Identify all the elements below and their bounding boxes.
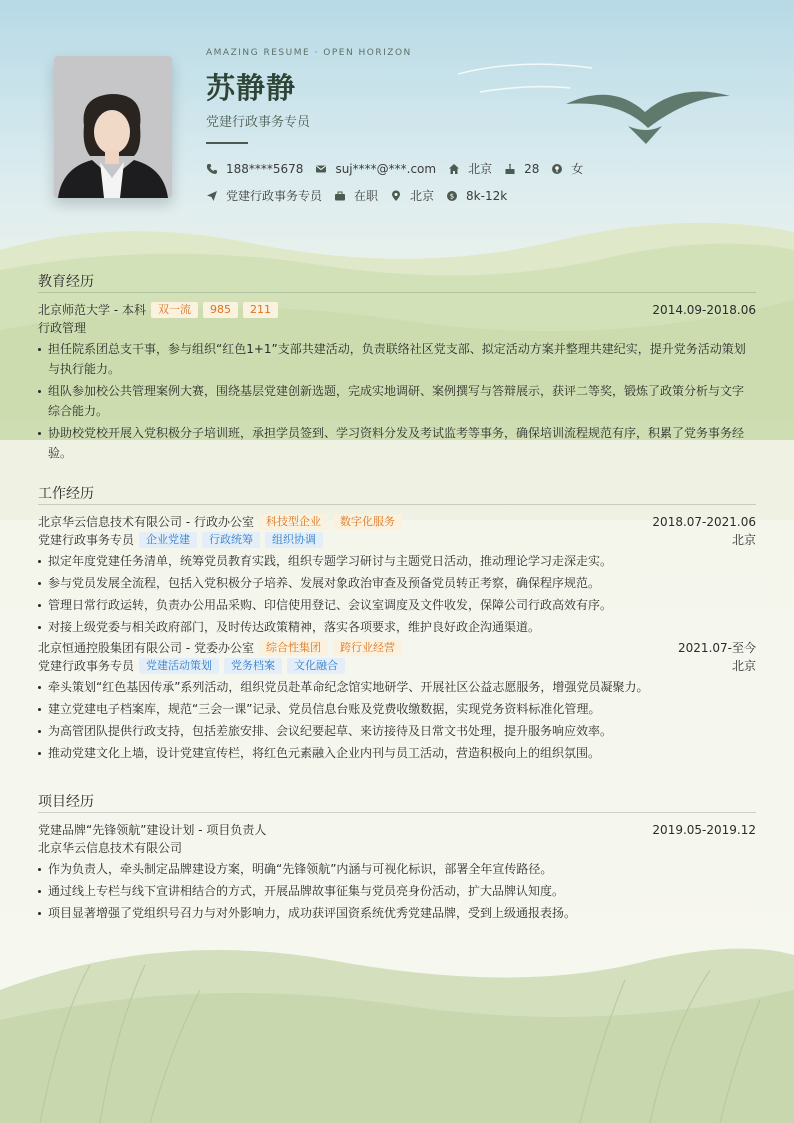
gender-icon bbox=[551, 163, 563, 175]
phone-icon bbox=[206, 163, 218, 175]
intent-city-item bbox=[390, 187, 434, 204]
skill-tag: 组织协调 bbox=[265, 532, 323, 548]
skill-tag: 党务档案 bbox=[224, 658, 282, 674]
project-header-row bbox=[38, 821, 756, 839]
major: 行政管理 bbox=[38, 321, 87, 335]
project-bullets bbox=[38, 859, 756, 923]
job-title: 党建行政事务专员 bbox=[206, 115, 311, 130]
section-divider bbox=[38, 292, 756, 293]
gender-item bbox=[551, 160, 583, 177]
salary-icon bbox=[446, 190, 458, 202]
contact-row bbox=[206, 160, 595, 177]
home-icon bbox=[448, 163, 460, 175]
skill-tag: 文化融合 bbox=[287, 658, 345, 674]
education-section bbox=[38, 272, 756, 463]
list-item: 管理日常行政运转，负责办公用品采购、印信使用登记、会议室调度及文件收发，保障公司行政高效有序。 bbox=[38, 595, 756, 615]
send-icon bbox=[206, 190, 218, 202]
status-item bbox=[334, 187, 378, 204]
project-section bbox=[38, 792, 756, 923]
section-title: 工作经历 bbox=[38, 486, 94, 502]
section-title: 教育经历 bbox=[38, 274, 94, 290]
company-tag: 科技型企业 bbox=[259, 514, 328, 530]
job-position-row bbox=[38, 657, 756, 675]
list-item: 对接上级党委与相关政府部门，及时传达政策精神，落实各项要求，维护良好政企沟通渠道。 bbox=[38, 617, 756, 637]
job-location: 北京 bbox=[731, 533, 756, 547]
project-name: 党建品牌“先锋领航”建设计划 - 项目负责人 bbox=[38, 823, 267, 837]
list-item: 牵头策划“红色基因传承”系列活动，组织党员赴革命纪念馆实地研学、开展社区公益志愿服务，增强党员凝聚力。 bbox=[38, 677, 756, 697]
skill-tag: 党建活动策划 bbox=[139, 658, 219, 674]
profile-photo bbox=[54, 56, 172, 198]
tagline: AMAZING RESUME · OPEN HORIZON bbox=[206, 48, 412, 58]
list-item: 拟定年度党建任务清单，统筹党员教育实践，组织专题学习研讨与主题党日活动，推动理论学习走深走实。 bbox=[38, 551, 756, 571]
job-position-row bbox=[38, 531, 756, 549]
project-org: 北京华云信息技术有限公司 bbox=[38, 841, 183, 855]
gender-text: 女 bbox=[571, 162, 584, 176]
section-divider bbox=[38, 504, 756, 505]
hometown-item bbox=[448, 160, 492, 177]
list-item: 协助校党校开展入党积极分子培训班，承担学员签到、学习资料分发及考试监考等事务，确保培训流程规范有序，积累了党务事务经验。 bbox=[38, 423, 748, 463]
svg-text:$: $ bbox=[449, 192, 455, 200]
section-divider bbox=[38, 812, 756, 813]
school-name: 北京师范大学 - 本科 bbox=[38, 303, 146, 317]
list-item: 组队参加校公共管理案例大赛，围绕基层党建创新选题，完成实地调研、案例撰写与答辩展示，获评二等奖，锻炼了政策分析与文字综合能力。 bbox=[38, 381, 748, 421]
candidate-name: 苏静静 bbox=[206, 71, 297, 105]
school-tag: 双一流 bbox=[151, 302, 198, 318]
list-item: 担任院系团总支干事，参与组织“红色1+1”支部共建活动，负责联络社区党支部、拟定活动方案并整理共建纪实，提升党务活动策划与执行能力。 bbox=[38, 339, 748, 379]
age-item bbox=[504, 162, 539, 176]
job-period: 2021.07-至今 bbox=[678, 641, 756, 655]
cake-icon bbox=[504, 163, 516, 175]
job-intent-row bbox=[206, 187, 519, 204]
job-bullets bbox=[38, 677, 756, 763]
mail-icon bbox=[315, 163, 327, 175]
company-tag: 跨行业经营 bbox=[333, 640, 402, 656]
list-item: 作为负责人，牵头制定品牌建设方案，明确“先锋领航”内涵与可视化标识，部署全年宣传路径。 bbox=[38, 859, 756, 879]
work-section bbox=[38, 484, 756, 763]
age-text: 28 bbox=[524, 161, 540, 176]
job-position: 党建行政事务专员 bbox=[38, 533, 135, 547]
status-text: 在职 bbox=[354, 189, 379, 203]
company-tag: 综合性集团 bbox=[259, 640, 328, 656]
skill-tag: 行政统筹 bbox=[202, 532, 260, 548]
intent-position-text: 党建行政事务专员 bbox=[226, 189, 323, 203]
salary-item bbox=[446, 189, 507, 203]
title-divider bbox=[206, 142, 248, 144]
school-tag: 211 bbox=[243, 302, 278, 318]
email-text: suj****@***.com bbox=[335, 161, 437, 176]
intent-city-text: 北京 bbox=[410, 189, 435, 203]
education-header-row bbox=[38, 301, 756, 319]
location-pin-icon bbox=[390, 190, 402, 202]
education-bullets bbox=[38, 339, 748, 463]
job-header-row bbox=[38, 639, 756, 657]
hometown-text: 北京 bbox=[468, 162, 493, 176]
school-tag: 985 bbox=[203, 302, 238, 318]
intent-position-item bbox=[206, 187, 322, 204]
job-bullets bbox=[38, 551, 756, 637]
job-header-row bbox=[38, 513, 756, 531]
company-name: 北京恒通控股集团有限公司 - 党委办公室 bbox=[38, 641, 254, 655]
salary-text: 8k-12k bbox=[466, 188, 508, 203]
company-name: 北京华云信息技术有限公司 - 行政办公室 bbox=[38, 515, 254, 529]
education-period: 2014.09-2018.06 bbox=[652, 303, 756, 317]
email-item bbox=[315, 162, 436, 176]
list-item: 推动党建文化上墙，设计党建宣传栏，将红色元素融入企业内刊与员工活动，营造积极向上的组织氛围。 bbox=[38, 743, 756, 763]
section-title: 项目经历 bbox=[38, 794, 94, 810]
skill-tag: 企业党建 bbox=[139, 532, 197, 548]
briefcase-icon bbox=[334, 190, 346, 202]
job-position: 党建行政事务专员 bbox=[38, 659, 135, 673]
company-tag: 数字化服务 bbox=[333, 514, 402, 530]
list-item: 为高管团队提供行政支持，包括差旅安排、会议纪要起草、来访接待及日常文书处理，提升服务响应效率。 bbox=[38, 721, 756, 741]
list-item: 参与党员发展全流程，包括入党积极分子培养、发展对象政治审查及预备党员转正考察，确保程序规范。 bbox=[38, 573, 756, 593]
list-item: 项目显著增强了党组织号召力与对外影响力，成功获评国资系统优秀党建品牌，受到上级通报表扬。 bbox=[38, 903, 756, 923]
project-period: 2019.05-2019.12 bbox=[652, 823, 756, 837]
job-period: 2018.07-2021.06 bbox=[652, 515, 756, 529]
phone-item bbox=[206, 162, 303, 176]
job-location: 北京 bbox=[731, 659, 756, 673]
list-item: 建立党建电子档案库，规范“三会一课”记录、党员信息台账及党费收缴数据，实现党务资料标准化管理。 bbox=[38, 699, 756, 719]
phone-text: 188****5678 bbox=[226, 161, 304, 176]
list-item: 通过线上专栏与线下宣讲相结合的方式，开展品牌故事征集与党员亮身份活动，扩大品牌认知度。 bbox=[38, 881, 756, 901]
